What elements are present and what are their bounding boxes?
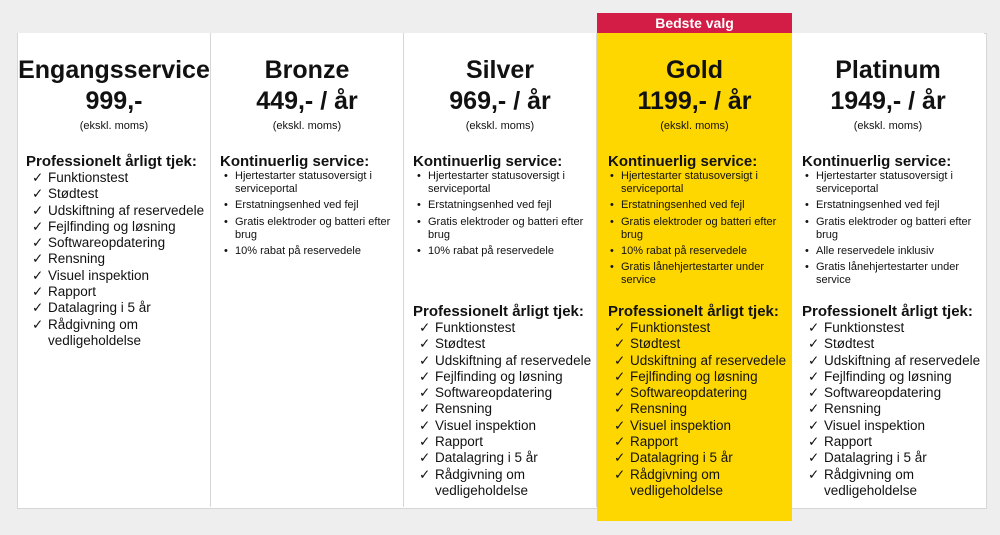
check-item: ✓ Datalagring i 5 år xyxy=(808,450,927,466)
check-item: ✓ Rådgivning om vedligeholdelse xyxy=(614,466,724,498)
check-item: ✓ Visuel inspektion xyxy=(32,267,150,283)
bullet-icon: • xyxy=(610,215,614,228)
service-section-title: Kontinuerlig service: xyxy=(608,153,758,170)
check-icon: ✓ xyxy=(614,385,626,401)
check-icon: ✓ xyxy=(32,284,44,300)
bullet-icon: • xyxy=(610,245,614,258)
service-item: • Hjertestarter statusoversigt i serviceportal xyxy=(610,170,758,196)
check-icon: ✓ xyxy=(32,218,44,234)
check-icon: ✓ xyxy=(614,466,626,482)
check-icon: ✓ xyxy=(614,352,626,368)
service-item: • Gratis elektroder og batteri efter brug xyxy=(224,215,391,241)
service-item: • Alle reservedele inklusiv xyxy=(805,245,934,258)
check-icon: ✓ xyxy=(32,186,44,202)
vat-note: (ekskl. moms) xyxy=(465,120,535,132)
check-item: ✓ Funktionstest xyxy=(808,320,905,335)
check-list xyxy=(614,320,790,499)
check-icon: ✓ xyxy=(32,235,44,251)
service-item: • Gratis lånehjertestarter under service xyxy=(610,261,765,287)
vat-note: (ekskl. moms) xyxy=(853,120,923,132)
service-item: • Gratis elektroder og batteri efter brug xyxy=(417,215,584,241)
check-icon: ✓ xyxy=(32,251,44,267)
check-icon: ✓ xyxy=(32,267,44,283)
check-item: ✓ Fejlfinding og løsning xyxy=(808,368,952,384)
bullet-icon: • xyxy=(417,245,421,258)
plan-name: Bronze xyxy=(264,56,350,84)
check-item: ✓ Visuel inspektion xyxy=(614,417,732,433)
check-item: ✓ Rensning xyxy=(32,251,106,267)
service-item: • 10% rabat på reservedele xyxy=(224,245,361,258)
bullet-icon: • xyxy=(417,215,421,228)
check-item: ✓ Udskiftning af reservedele xyxy=(614,352,787,368)
check-item: ✓ Funktionstest xyxy=(614,320,711,335)
check-icon: ✓ xyxy=(419,401,431,417)
bullet-icon: • xyxy=(610,170,614,182)
check-icon: ✓ xyxy=(419,368,431,384)
check-icon: ✓ xyxy=(808,368,820,384)
service-item: • Gratis lånehjertestarter under service xyxy=(805,261,960,287)
check-icon: ✓ xyxy=(419,417,431,433)
service-item: • Hjertestarter statusoversigt i serviceportal xyxy=(224,170,372,196)
check-item: ✓ Fejlfinding og løsning xyxy=(419,368,563,384)
service-list xyxy=(803,170,981,291)
check-item: ✓ Softwareopdatering xyxy=(32,235,166,251)
check-item: ✓ Rådgivning om vedligeholdelse xyxy=(32,316,142,348)
bullet-icon: • xyxy=(224,170,228,182)
check-item: ✓ Udskiftning af reservedele xyxy=(32,202,205,218)
check-icon: ✓ xyxy=(32,170,44,185)
check-item: ✓ Rapport xyxy=(614,434,679,450)
service-item: • 10% rabat på reservedele xyxy=(610,245,747,258)
check-icon: ✓ xyxy=(614,336,626,352)
check-item: ✓ Rapport xyxy=(419,434,484,450)
service-item: • Erstatningsenhed ved fejl xyxy=(224,199,359,212)
check-section-title: Professionelt årligt tjek: xyxy=(26,153,197,170)
check-item: ✓ Funktionstest xyxy=(32,170,129,185)
service-section-title: Kontinuerlig service: xyxy=(413,153,563,170)
check-section-title: Professionelt årligt tjek: xyxy=(608,303,779,320)
check-item: ✓ Stødtest xyxy=(614,336,681,352)
service-item: • Hjertestarter statusoversigt i serviceportal xyxy=(417,170,565,196)
bullet-icon: • xyxy=(224,199,228,212)
bullet-icon: • xyxy=(805,199,809,212)
plan-name: Silver xyxy=(465,56,535,84)
check-item: ✓ Visuel inspektion xyxy=(419,417,537,433)
service-item: • Hjertestarter statusoversigt i serviceportal xyxy=(805,170,953,196)
check-icon: ✓ xyxy=(419,450,431,466)
check-icon: ✓ xyxy=(419,320,431,335)
check-icon: ✓ xyxy=(808,417,820,433)
check-icon: ✓ xyxy=(32,300,44,316)
plan-card-bronze xyxy=(211,33,404,507)
check-icon: ✓ xyxy=(808,336,820,352)
check-item: ✓ Fejlfinding og løsning xyxy=(32,218,176,234)
bullet-icon: • xyxy=(224,245,228,258)
check-icon: ✓ xyxy=(419,336,431,352)
vat-note: (ekskl. moms) xyxy=(79,120,149,132)
check-item: ✓ Stødtest xyxy=(419,336,486,352)
plan-name: Engangsservice xyxy=(18,56,210,84)
plan-name: Platinum xyxy=(835,56,941,84)
check-icon: ✓ xyxy=(614,450,626,466)
check-item: ✓ Datalagring i 5 år xyxy=(419,450,538,466)
vat-note: (ekskl. moms) xyxy=(660,120,729,132)
service-item: • Erstatningsenhed ved fejl xyxy=(805,199,940,212)
best-choice-badge: Bedste valg xyxy=(597,13,792,33)
service-section-title: Kontinuerlig service: xyxy=(802,153,952,170)
service-item: • Gratis elektroder og batteri efter brug xyxy=(805,215,972,241)
check-item: ✓ Datalagring i 5 år xyxy=(614,450,733,466)
check-icon: ✓ xyxy=(614,368,626,384)
check-icon: ✓ xyxy=(614,401,626,417)
check-icon: ✓ xyxy=(614,417,626,433)
check-icon: ✓ xyxy=(32,316,44,332)
check-item: ✓ Udskiftning af reservedele xyxy=(419,352,592,368)
check-item: ✓ Rapport xyxy=(32,284,97,300)
check-item: ✓ Softwareopdatering xyxy=(614,385,748,401)
bullet-icon: • xyxy=(417,170,421,182)
check-item: ✓ Udskiftning af reservedele xyxy=(808,352,981,368)
check-item: ✓ Stødtest xyxy=(32,186,99,202)
check-item: ✓ Rensning xyxy=(614,401,688,417)
service-list xyxy=(415,170,593,261)
check-icon: ✓ xyxy=(808,320,820,335)
bullet-icon: • xyxy=(610,199,614,212)
bullet-icon: • xyxy=(417,199,421,212)
check-item: ✓ Softwareopdatering xyxy=(808,385,942,401)
check-item: ✓ Rådgivning om vedligeholdelse xyxy=(808,466,918,498)
check-item: ✓ Rapport xyxy=(808,434,873,450)
check-item: ✓ Fejlfinding og løsning xyxy=(614,368,758,384)
check-item: ✓ Rådgivning om vedligeholdelse xyxy=(419,466,529,498)
service-item: • 10% rabat på reservedele xyxy=(417,245,554,258)
service-item: • Erstatningsenhed ved fejl xyxy=(417,199,552,212)
check-icon: ✓ xyxy=(419,352,431,368)
vat-note: (ekskl. moms) xyxy=(272,120,342,132)
check-item: ✓ Softwareopdatering xyxy=(419,385,553,401)
check-icon: ✓ xyxy=(808,352,820,368)
check-list xyxy=(808,320,984,499)
plan-price: 1949,- / år xyxy=(830,87,946,115)
plan-card-platinum xyxy=(792,33,984,507)
check-item: ✓ Visuel inspektion xyxy=(808,417,926,433)
service-item: • Gratis elektroder og batteri efter brug xyxy=(610,215,777,241)
plan-price: 1199,- / år xyxy=(637,87,752,115)
plan-card-silver xyxy=(404,33,597,507)
check-icon: ✓ xyxy=(614,434,626,450)
check-icon: ✓ xyxy=(419,434,431,450)
check-icon: ✓ xyxy=(808,450,820,466)
service-section-title: Kontinuerlig service: xyxy=(220,153,370,170)
check-icon: ✓ xyxy=(614,320,626,335)
check-list xyxy=(419,320,595,499)
check-item: ✓ Stødtest xyxy=(808,336,875,352)
service-item: • Erstatningsenhed ved fejl xyxy=(610,199,745,212)
bullet-icon: • xyxy=(805,245,809,258)
check-section-title: Professionelt årligt tjek: xyxy=(802,303,973,320)
check-list xyxy=(32,170,208,349)
bullet-icon: • xyxy=(805,170,809,182)
check-item: ✓ Rensning xyxy=(419,401,493,417)
check-section-title: Professionelt årligt tjek: xyxy=(413,303,584,320)
check-item: ✓ Funktionstest xyxy=(419,320,516,335)
plan-card-engangsservice xyxy=(18,33,211,507)
bullet-icon: • xyxy=(805,261,809,274)
plan-price: 449,- / år xyxy=(256,87,358,115)
check-icon: ✓ xyxy=(419,466,431,482)
check-item: ✓ Rensning xyxy=(808,401,882,417)
bullet-icon: • xyxy=(224,215,228,228)
service-list xyxy=(608,170,788,291)
plan-price: 999,- xyxy=(85,87,143,115)
plan-price: 969,- / år xyxy=(449,87,551,115)
plan-card-gold xyxy=(597,33,792,521)
check-icon: ✓ xyxy=(808,434,820,450)
check-item: ✓ Datalagring i 5 år xyxy=(32,300,151,316)
bullet-icon: • xyxy=(805,215,809,228)
check-icon: ✓ xyxy=(419,385,431,401)
check-icon: ✓ xyxy=(32,202,44,218)
check-icon: ✓ xyxy=(808,401,820,417)
bullet-icon: • xyxy=(610,261,614,274)
service-list xyxy=(222,170,400,261)
check-icon: ✓ xyxy=(808,466,820,482)
check-icon: ✓ xyxy=(808,385,820,401)
plan-name: Gold xyxy=(666,56,723,84)
